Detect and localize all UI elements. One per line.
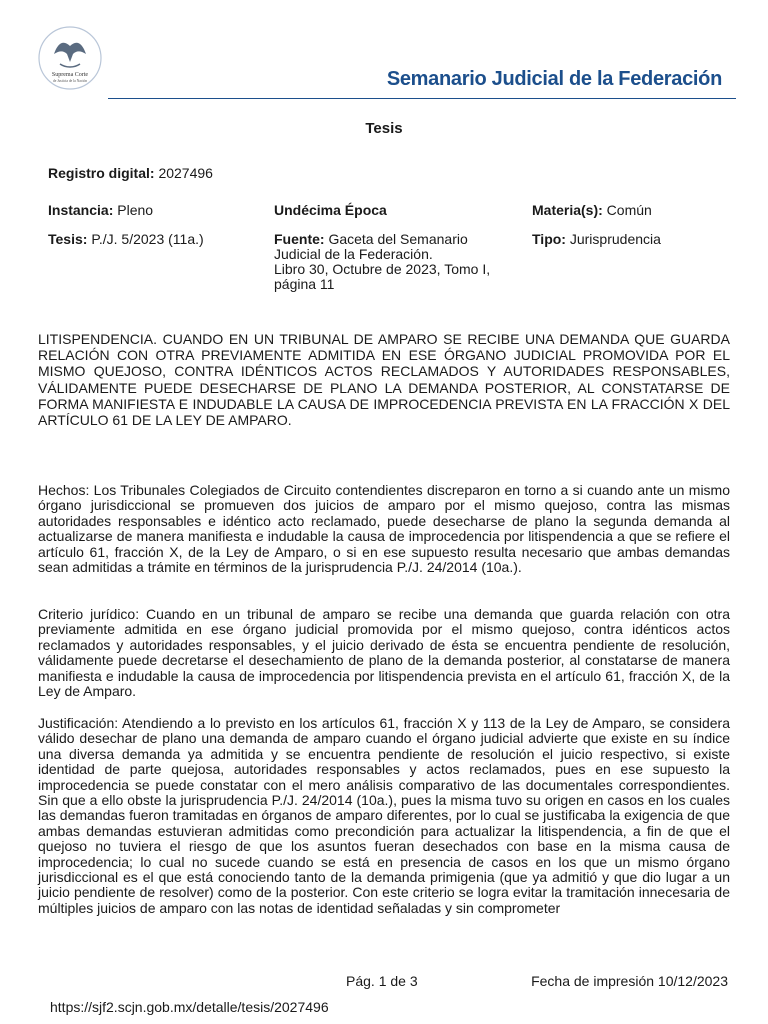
- materia-value: Común: [602, 202, 652, 218]
- fuente-line1: Gaceta del Semanario: [324, 231, 468, 247]
- tesis-label: Tesis:: [48, 231, 88, 247]
- page-number: Pág. 1 de 3: [346, 973, 418, 989]
- logo-text-line1: Suprema Corte: [51, 72, 89, 78]
- tipo-label: Tipo:: [532, 231, 566, 247]
- registro-value: 2027496: [154, 165, 213, 181]
- instancia-value: Pleno: [113, 202, 154, 218]
- instancia: [48, 203, 153, 218]
- fuente: [274, 232, 490, 292]
- registro-label: Registro digital:: [48, 165, 155, 181]
- eagle-seal-icon: [38, 24, 102, 92]
- scjn-logo: [38, 24, 102, 92]
- materia: [532, 203, 652, 218]
- fuente-line2: Judicial de la Federación.: [274, 246, 433, 262]
- site-title: Semanario Judicial de la Federación: [386, 68, 722, 90]
- tesis-value: P./J. 5/2023 (11a.): [87, 231, 204, 247]
- materia-label: Materia(s):: [532, 202, 603, 218]
- epoca-label: Undécima Época: [274, 202, 387, 218]
- registro-digital: [48, 166, 213, 181]
- criterio-paragraph: Criterio jurídico: Cuando en un tribunal de amparo se recibe una demanda que guarda relación con otra previamente admitida en ese órgano judicial promovida por el mismo quejoso, contra idénticos actos reclamados y autoridades responsables, y el juicio derivado de ésta se encuentra pendiente de resolución, válidamente puede decretarse el desechamiento de plano de la demanda posterior, al constatarse de manera manifiesta e indudable la causa de improcedencia por litispendencia prevista en el artículo 61, fracción X, de la Ley de Amparo.: [38, 606, 730, 700]
- tesis-rubro: LITISPENDENCIA. CUANDO EN UN TRIBUNAL DE AMPARO SE RECIBE UNA DEMANDA QUE GUARDA RELACIÓN CON OTRA PREVIAMENTE ADMITIDA EN ESE ÓRGANO JUDICIAL PROMOVIDA POR EL MISMO QUEJOSO, CONTRA IDÉNTICOS ACTOS RECLAMADOS Y AUTORIDADES RESPONSABLES, VÁLIDAMENTE PUEDE DESECHARSE DE PLANO LA DEMANDA POSTERIOR, AL CONSTATARSE DE FORMA MANIFIESTA E INDUDABLE LA CAUSA DE IMPROCEDENCIA PREVISTA EN LA FRACCIÓN X DEL ARTÍCULO 61 DE LA LEY DE AMPARO.: [38, 331, 730, 429]
- tipo-value: Jurisprudencia: [565, 231, 661, 247]
- fuente-line4: página 11: [274, 276, 335, 292]
- header-divider: [108, 98, 736, 99]
- epoca: [274, 203, 387, 218]
- logo-text-line2: de Justicia de la Nación: [52, 79, 88, 83]
- hechos-paragraph: Hechos: Los Tribunales Colegiados de Circuito contendientes discreparon en torno a si cuando ante un mismo órgano jurisdiccional se promueven dos juicios de amparo por el mismo quejoso, contra las mismas autoridades responsables e idéntico acto reclamado, puede desecharse de plano la segunda demanda al actualizarse de manera manifiesta e indudable la causa de improcedencia por litispendencia a que se refiere el artículo 61, fracción X, de la Ley de Amparo, o si en ese supuesto resulta necesario que ambas demandas sean admitidas a trámite en términos de la jurisprudencia P./J. 24/2014 (10a.).: [38, 482, 730, 576]
- document-type-title: Tesis: [365, 120, 403, 137]
- fuente-line3: Libro 30, Octubre de 2023, Tomo I,: [274, 261, 491, 277]
- instancia-label: Instancia:: [48, 202, 114, 218]
- justificacion-paragraph: Justificación: Atendiendo a lo previsto en los artículos 61, fracción X y 113 de la Ley de Amparo, se considera válido desechar de plano una demanda de amparo cuando el órgano judicial advierte que existe en su índice una diversa demanda ya admitida y se encuentra pendiente de resolución el juicio respectivo, si existe identidad de parte quejosa, autoridades responsables y actos reclamados, pues en ese supuesto la improcedencia se puede constatar con el mero análisis comparativo de las documentales correspondientes. Sin que a ello obste la jurisprudencia P./J. 24/2014 (10a.), pues la misma tuvo su origen en casos en los cuales las demandas fueron tramitadas en órganos de amparo diferentes, por lo cual se justificaba la exigencia de que ambas demandas estuvieran admitidas como precondición para actualizar la litispendencia, a fin de que el quejoso no tuviera el riesgo de que los asuntos fueran desechados con base en la misma causa de improcedencia; lo cual no sucede cuando se está en presencia de casos en los que un mismo órgano jurisdiccional es el que está conociendo tanto de la demanda primigenia (que ya admitió y que dio lugar a un juicio pendiente de resolver) como de la posterior. Con este criterio se logra evitar la tramitación innecesaria de múltiples juicios de amparo con las notas de identidad señaladas y sin comprometer: [38, 715, 730, 916]
- tipo: [532, 232, 661, 247]
- fuente-label: Fuente:: [274, 231, 325, 247]
- print-date: Fecha de impresión 10/12/2023: [531, 973, 728, 989]
- document-url[interactable]: https://sjf2.scjn.gob.mx/detalle/tesis/2027496: [50, 999, 329, 1015]
- tesis: [48, 232, 204, 247]
